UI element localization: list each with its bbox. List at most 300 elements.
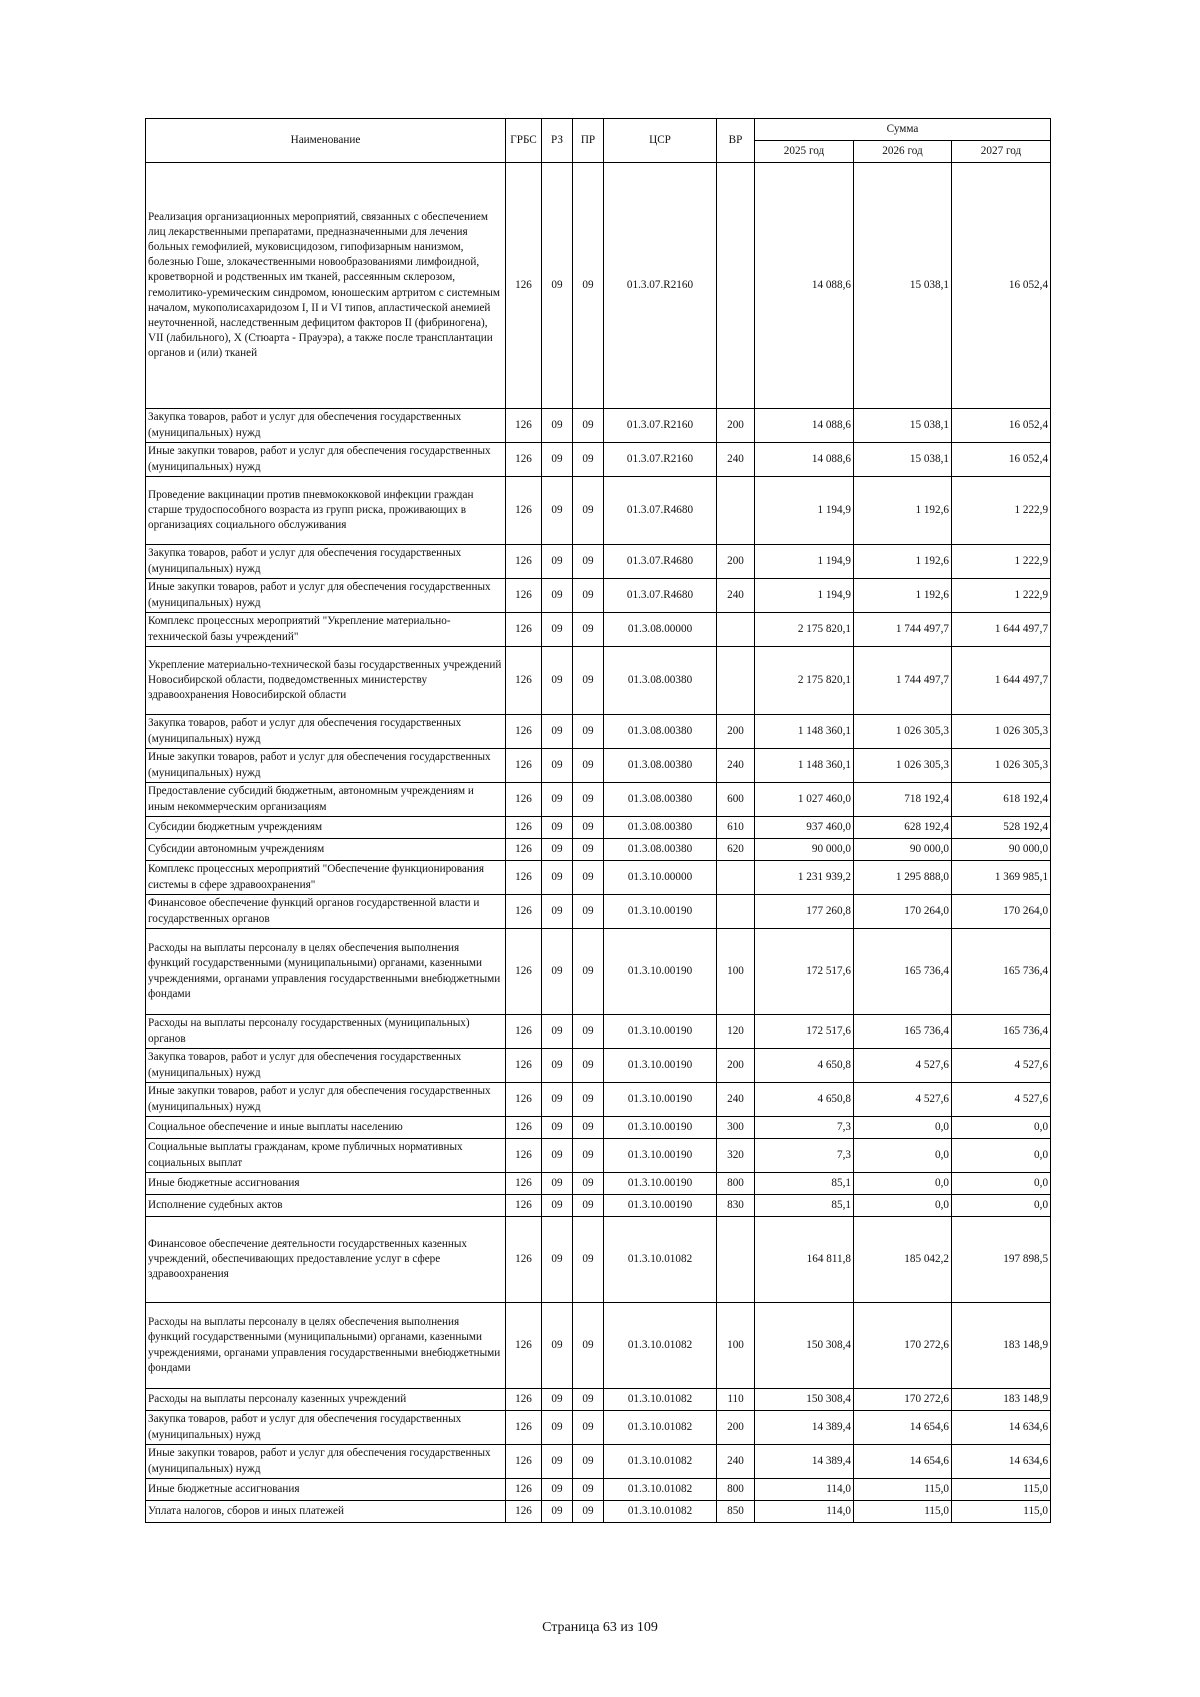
row-vr: 800 bbox=[717, 1479, 755, 1501]
row-amount-2025: 1 194,9 bbox=[755, 477, 854, 545]
row-grbs: 126 bbox=[506, 1501, 542, 1523]
row-amount-2027: 1 222,9 bbox=[952, 477, 1051, 545]
row-rz: 09 bbox=[542, 817, 573, 839]
row-vr: 120 bbox=[717, 1015, 755, 1049]
row-vr: 100 bbox=[717, 1303, 755, 1389]
row-amount-2026: 14 654,6 bbox=[854, 1445, 952, 1479]
row-amount-2026: 90 000,0 bbox=[854, 839, 952, 861]
table-row bbox=[146, 1479, 1051, 1501]
row-pr: 09 bbox=[573, 1389, 604, 1411]
row-grbs: 126 bbox=[506, 1389, 542, 1411]
row-pr: 09 bbox=[573, 1117, 604, 1139]
row-grbs: 126 bbox=[506, 783, 542, 817]
row-amount-2026: 165 736,4 bbox=[854, 1015, 952, 1049]
row-amount-2027: 16 052,4 bbox=[952, 163, 1051, 409]
header-csr: ЦСР bbox=[604, 119, 717, 163]
row-vr: 240 bbox=[717, 579, 755, 613]
table-row bbox=[146, 1173, 1051, 1195]
row-csr: 01.3.10.01082 bbox=[604, 1501, 717, 1523]
row-name: Закупка товаров, работ и услуг для обеспечения государственных (муниципальных) нужд bbox=[146, 409, 506, 443]
row-csr: 01.3.10.01082 bbox=[604, 1303, 717, 1389]
row-amount-2025: 177 260,8 bbox=[755, 895, 854, 929]
page-number: Страница 63 из 109 bbox=[542, 1620, 658, 1635]
row-vr: 200 bbox=[717, 545, 755, 579]
table-row bbox=[146, 477, 1051, 545]
row-csr: 01.3.10.01082 bbox=[604, 1411, 717, 1445]
row-vr: 620 bbox=[717, 839, 755, 861]
row-amount-2025: 85,1 bbox=[755, 1195, 854, 1217]
row-grbs: 126 bbox=[506, 1303, 542, 1389]
row-grbs: 126 bbox=[506, 715, 542, 749]
row-pr: 09 bbox=[573, 1303, 604, 1389]
row-csr: 01.3.08.00380 bbox=[604, 783, 717, 817]
row-name: Иные закупки товаров, работ и услуг для обеспечения государственных (муниципальных) нужд bbox=[146, 1445, 506, 1479]
row-amount-2026: 1 192,6 bbox=[854, 579, 952, 613]
row-name: Субсидии бюджетным учреждениям bbox=[146, 817, 506, 839]
row-grbs: 126 bbox=[506, 545, 542, 579]
row-csr: 01.3.10.00190 bbox=[604, 1173, 717, 1195]
row-csr: 01.3.10.01082 bbox=[604, 1479, 717, 1501]
row-rz: 09 bbox=[542, 1049, 573, 1083]
row-pr: 09 bbox=[573, 1173, 604, 1195]
row-name: Иные бюджетные ассигнования bbox=[146, 1479, 506, 1501]
row-vr: 610 bbox=[717, 817, 755, 839]
row-name: Расходы на выплаты персоналу в целях обеспечения выполнения функций государственными (муниципальными) органами, казенными учреждениями, органами управления государственными внебюджетными фондами bbox=[146, 929, 506, 1015]
row-amount-2025: 14 389,4 bbox=[755, 1411, 854, 1445]
row-amount-2026: 1 744 497,7 bbox=[854, 647, 952, 715]
row-vr: 200 bbox=[717, 1411, 755, 1445]
row-name: Расходы на выплаты персоналу в целях обеспечения выполнения функций государственными (муниципальными) органами, казенными учреждениями, органами управления государственными внебюджетными фондами bbox=[146, 1303, 506, 1389]
row-rz: 09 bbox=[542, 613, 573, 647]
table-row bbox=[146, 895, 1051, 929]
row-pr: 09 bbox=[573, 715, 604, 749]
row-pr: 09 bbox=[573, 895, 604, 929]
row-name: Комплекс процессных мероприятий "Обеспечение функционирования системы в сфере здравоохранения" bbox=[146, 861, 506, 895]
row-amount-2025: 937 460,0 bbox=[755, 817, 854, 839]
row-amount-2026: 115,0 bbox=[854, 1501, 952, 1523]
row-grbs: 126 bbox=[506, 1117, 542, 1139]
row-pr: 09 bbox=[573, 783, 604, 817]
row-vr bbox=[717, 477, 755, 545]
row-rz: 09 bbox=[542, 929, 573, 1015]
row-rz: 09 bbox=[542, 749, 573, 783]
row-rz: 09 bbox=[542, 477, 573, 545]
row-csr: 01.3.10.00190 bbox=[604, 1195, 717, 1217]
row-pr: 09 bbox=[573, 1049, 604, 1083]
row-name: Иные закупки товаров, работ и услуг для обеспечения государственных (муниципальных) нужд bbox=[146, 579, 506, 613]
budget-table bbox=[145, 118, 1051, 1523]
row-amount-2025: 150 308,4 bbox=[755, 1389, 854, 1411]
row-amount-2027: 1 222,9 bbox=[952, 545, 1051, 579]
row-name: Реализация организационных мероприятий, связанных с обеспечением лиц лекарственными препаратами, предназначенными для лечения больных гемофилией, муковисцидозом, гипофизарным нанизмом, болезнью Гоше, злокачественными новообразованиями лимфоидной, кроветворной и родственных им тканей, рассеянным склерозом, гемолитико-уремическим синдромом, юношеским артритом с системным началом, мукополисахаридозом I, II и VI типов, апластической анемией неуточненной, наследственным дефицитом факторов II (фибриногена), VII (лабильного), X (Стюарта - Прауэра), а также после трансплантации органов и (или) тканей bbox=[146, 163, 506, 409]
row-name: Иные закупки товаров, работ и услуг для обеспечения государственных (муниципальных) нужд bbox=[146, 443, 506, 477]
row-amount-2026: 15 038,1 bbox=[854, 443, 952, 477]
header-year-2027: 2027 год bbox=[952, 141, 1051, 163]
row-amount-2027: 1 026 305,3 bbox=[952, 715, 1051, 749]
header-vr: ВР bbox=[717, 119, 755, 163]
row-amount-2027: 197 898,5 bbox=[952, 1217, 1051, 1303]
row-csr: 01.3.10.00190 bbox=[604, 1139, 717, 1173]
row-vr: 200 bbox=[717, 715, 755, 749]
row-vr: 110 bbox=[717, 1389, 755, 1411]
row-grbs: 126 bbox=[506, 1445, 542, 1479]
row-grbs: 126 bbox=[506, 929, 542, 1015]
row-csr: 01.3.08.00000 bbox=[604, 613, 717, 647]
row-grbs: 126 bbox=[506, 1411, 542, 1445]
row-rz: 09 bbox=[542, 839, 573, 861]
table-row bbox=[146, 579, 1051, 613]
row-rz: 09 bbox=[542, 1445, 573, 1479]
row-amount-2025: 90 000,0 bbox=[755, 839, 854, 861]
row-amount-2025: 14 088,6 bbox=[755, 443, 854, 477]
row-rz: 09 bbox=[542, 1195, 573, 1217]
row-amount-2027: 0,0 bbox=[952, 1117, 1051, 1139]
row-grbs: 126 bbox=[506, 443, 542, 477]
row-name: Социальные выплаты гражданам, кроме публичных нормативных социальных выплат bbox=[146, 1139, 506, 1173]
row-csr: 01.3.10.00190 bbox=[604, 1015, 717, 1049]
row-amount-2026: 1 295 888,0 bbox=[854, 861, 952, 895]
row-amount-2027: 0,0 bbox=[952, 1173, 1051, 1195]
row-amount-2025: 114,0 bbox=[755, 1501, 854, 1523]
row-amount-2026: 15 038,1 bbox=[854, 409, 952, 443]
row-grbs: 126 bbox=[506, 861, 542, 895]
row-pr: 09 bbox=[573, 647, 604, 715]
row-grbs: 126 bbox=[506, 1139, 542, 1173]
row-pr: 09 bbox=[573, 1479, 604, 1501]
row-grbs: 126 bbox=[506, 613, 542, 647]
row-csr: 01.3.10.01082 bbox=[604, 1389, 717, 1411]
row-csr: 01.3.07.R2160 bbox=[604, 409, 717, 443]
table-row bbox=[146, 1501, 1051, 1523]
row-vr: 830 bbox=[717, 1195, 755, 1217]
row-amount-2025: 1 148 360,1 bbox=[755, 715, 854, 749]
row-pr: 09 bbox=[573, 749, 604, 783]
row-grbs: 126 bbox=[506, 1195, 542, 1217]
row-rz: 09 bbox=[542, 1389, 573, 1411]
row-amount-2026: 15 038,1 bbox=[854, 163, 952, 409]
row-amount-2026: 185 042,2 bbox=[854, 1217, 952, 1303]
row-pr: 09 bbox=[573, 613, 604, 647]
row-amount-2027: 1 644 497,7 bbox=[952, 647, 1051, 715]
row-name: Закупка товаров, работ и услуг для обеспечения государственных (муниципальных) нужд bbox=[146, 1049, 506, 1083]
row-csr: 01.3.10.00190 bbox=[604, 895, 717, 929]
table-row bbox=[146, 839, 1051, 861]
row-amount-2027: 14 634,6 bbox=[952, 1445, 1051, 1479]
row-csr: 01.3.08.00380 bbox=[604, 749, 717, 783]
row-amount-2025: 1 231 939,2 bbox=[755, 861, 854, 895]
table-body bbox=[146, 163, 1051, 1523]
row-amount-2027: 0,0 bbox=[952, 1139, 1051, 1173]
row-name: Иные закупки товаров, работ и услуг для обеспечения государственных (муниципальных) нужд bbox=[146, 749, 506, 783]
row-pr: 09 bbox=[573, 1501, 604, 1523]
row-grbs: 126 bbox=[506, 895, 542, 929]
row-pr: 09 bbox=[573, 1083, 604, 1117]
header-year-2025: 2025 год bbox=[755, 141, 854, 163]
table-row bbox=[146, 929, 1051, 1015]
row-amount-2026: 0,0 bbox=[854, 1139, 952, 1173]
row-rz: 09 bbox=[542, 409, 573, 443]
row-name: Уплата налогов, сборов и иных платежей bbox=[146, 1501, 506, 1523]
row-vr: 600 bbox=[717, 783, 755, 817]
row-name: Закупка товаров, работ и услуг для обеспечения государственных (муниципальных) нужд bbox=[146, 545, 506, 579]
table-row bbox=[146, 1139, 1051, 1173]
row-name: Укрепление материально-технической базы государственных учреждений Новосибирской области, подведомственных министерству здравоохранения Новосибирской области bbox=[146, 647, 506, 715]
table-row bbox=[146, 1015, 1051, 1049]
table-row bbox=[146, 783, 1051, 817]
row-rz: 09 bbox=[542, 1083, 573, 1117]
row-rz: 09 bbox=[542, 163, 573, 409]
table-row bbox=[146, 613, 1051, 647]
row-amount-2026: 115,0 bbox=[854, 1479, 952, 1501]
row-rz: 09 bbox=[542, 1501, 573, 1523]
row-name: Комплекс процессных мероприятий "Укрепление материально-технической базы учреждений" bbox=[146, 613, 506, 647]
row-name: Субсидии автономным учреждениям bbox=[146, 839, 506, 861]
row-grbs: 126 bbox=[506, 1083, 542, 1117]
row-grbs: 126 bbox=[506, 477, 542, 545]
table-row bbox=[146, 1389, 1051, 1411]
row-name: Финансовое обеспечение функций органов государственной власти и государственных органов bbox=[146, 895, 506, 929]
row-name: Расходы на выплаты персоналу казенных учреждений bbox=[146, 1389, 506, 1411]
row-pr: 09 bbox=[573, 929, 604, 1015]
row-vr bbox=[717, 647, 755, 715]
row-amount-2027: 1 222,9 bbox=[952, 579, 1051, 613]
row-pr: 09 bbox=[573, 1195, 604, 1217]
row-csr: 01.3.08.00380 bbox=[604, 817, 717, 839]
row-amount-2027: 183 148,9 bbox=[952, 1389, 1051, 1411]
row-grbs: 126 bbox=[506, 647, 542, 715]
row-amount-2026: 0,0 bbox=[854, 1195, 952, 1217]
row-rz: 09 bbox=[542, 1117, 573, 1139]
row-csr: 01.3.07.R4680 bbox=[604, 477, 717, 545]
row-rz: 09 bbox=[542, 579, 573, 613]
row-csr: 01.3.10.00000 bbox=[604, 861, 717, 895]
header-grbs: ГРБС bbox=[506, 119, 542, 163]
row-amount-2027: 115,0 bbox=[952, 1501, 1051, 1523]
row-rz: 09 bbox=[542, 1173, 573, 1195]
row-amount-2025: 150 308,4 bbox=[755, 1303, 854, 1389]
row-amount-2026: 170 272,6 bbox=[854, 1389, 952, 1411]
row-amount-2025: 1 148 360,1 bbox=[755, 749, 854, 783]
row-rz: 09 bbox=[542, 1303, 573, 1389]
row-pr: 09 bbox=[573, 1411, 604, 1445]
row-pr: 09 bbox=[573, 1217, 604, 1303]
row-grbs: 126 bbox=[506, 163, 542, 409]
row-csr: 01.3.08.00380 bbox=[604, 647, 717, 715]
row-amount-2026: 1 192,6 bbox=[854, 477, 952, 545]
table-row bbox=[146, 1049, 1051, 1083]
row-amount-2027: 0,0 bbox=[952, 1195, 1051, 1217]
row-amount-2027: 165 736,4 bbox=[952, 1015, 1051, 1049]
row-amount-2025: 4 650,8 bbox=[755, 1083, 854, 1117]
row-amount-2026: 628 192,4 bbox=[854, 817, 952, 839]
table-row bbox=[146, 817, 1051, 839]
row-vr: 240 bbox=[717, 1445, 755, 1479]
row-amount-2027: 16 052,4 bbox=[952, 443, 1051, 477]
row-amount-2026: 0,0 bbox=[854, 1117, 952, 1139]
row-amount-2025: 14 088,6 bbox=[755, 163, 854, 409]
header-rz: РЗ bbox=[542, 119, 573, 163]
row-amount-2026: 1 026 305,3 bbox=[854, 715, 952, 749]
row-amount-2026: 4 527,6 bbox=[854, 1083, 952, 1117]
row-amount-2026: 14 654,6 bbox=[854, 1411, 952, 1445]
row-name: Финансовое обеспечение деятельности государственных казенных учреждений, обеспечивающих предоставление услуг в сфере здравоохранения bbox=[146, 1217, 506, 1303]
row-name: Предоставление субсидий бюджетным, автономным учреждениям и иным некоммерческим организациям bbox=[146, 783, 506, 817]
row-amount-2026: 718 192,4 bbox=[854, 783, 952, 817]
header-sum: Сумма bbox=[755, 119, 1051, 141]
row-amount-2026: 170 272,6 bbox=[854, 1303, 952, 1389]
row-amount-2027: 1 369 985,1 bbox=[952, 861, 1051, 895]
row-csr: 01.3.10.00190 bbox=[604, 1049, 717, 1083]
row-amount-2027: 4 527,6 bbox=[952, 1083, 1051, 1117]
row-vr: 240 bbox=[717, 1083, 755, 1117]
row-name: Социальное обеспечение и иные выплаты населению bbox=[146, 1117, 506, 1139]
row-amount-2025: 1 194,9 bbox=[755, 545, 854, 579]
row-amount-2027: 90 000,0 bbox=[952, 839, 1051, 861]
row-pr: 09 bbox=[573, 409, 604, 443]
row-grbs: 126 bbox=[506, 839, 542, 861]
row-grbs: 126 bbox=[506, 749, 542, 783]
row-grbs: 126 bbox=[506, 1049, 542, 1083]
row-name: Исполнение судебных актов bbox=[146, 1195, 506, 1217]
row-grbs: 126 bbox=[506, 409, 542, 443]
row-amount-2025: 7,3 bbox=[755, 1139, 854, 1173]
table-row bbox=[146, 1411, 1051, 1445]
row-rz: 09 bbox=[542, 715, 573, 749]
row-csr: 01.3.10.01082 bbox=[604, 1445, 717, 1479]
row-amount-2025: 172 517,6 bbox=[755, 1015, 854, 1049]
row-pr: 09 bbox=[573, 443, 604, 477]
row-pr: 09 bbox=[573, 545, 604, 579]
row-rz: 09 bbox=[542, 861, 573, 895]
table-row bbox=[146, 443, 1051, 477]
row-amount-2026: 165 736,4 bbox=[854, 929, 952, 1015]
row-amount-2027: 170 264,0 bbox=[952, 895, 1051, 929]
row-csr: 01.3.10.00190 bbox=[604, 929, 717, 1015]
row-vr: 300 bbox=[717, 1117, 755, 1139]
row-amount-2027: 115,0 bbox=[952, 1479, 1051, 1501]
row-name: Расходы на выплаты персоналу государственных (муниципальных) органов bbox=[146, 1015, 506, 1049]
row-pr: 09 bbox=[573, 477, 604, 545]
row-amount-2025: 85,1 bbox=[755, 1173, 854, 1195]
row-amount-2027: 618 192,4 bbox=[952, 783, 1051, 817]
table-row bbox=[146, 1195, 1051, 1217]
row-amount-2026: 4 527,6 bbox=[854, 1049, 952, 1083]
row-name: Проведение вакцинации против пневмококковой инфекции граждан старше трудоспособного возраста из групп риска, проживающих в организациях социального обслуживания bbox=[146, 477, 506, 545]
row-pr: 09 bbox=[573, 1015, 604, 1049]
row-vr: 200 bbox=[717, 1049, 755, 1083]
row-amount-2025: 1 027 460,0 bbox=[755, 783, 854, 817]
row-grbs: 126 bbox=[506, 1173, 542, 1195]
table-row bbox=[146, 861, 1051, 895]
row-amount-2026: 1 744 497,7 bbox=[854, 613, 952, 647]
row-vr: 240 bbox=[717, 443, 755, 477]
row-amount-2026: 170 264,0 bbox=[854, 895, 952, 929]
row-amount-2027: 1 026 305,3 bbox=[952, 749, 1051, 783]
header-pr: ПР bbox=[573, 119, 604, 163]
row-amount-2027: 1 644 497,7 bbox=[952, 613, 1051, 647]
row-csr: 01.3.07.R2160 bbox=[604, 163, 717, 409]
row-vr: 240 bbox=[717, 749, 755, 783]
table-row bbox=[146, 409, 1051, 443]
table-row bbox=[146, 1303, 1051, 1389]
row-amount-2025: 2 175 820,1 bbox=[755, 647, 854, 715]
row-rz: 09 bbox=[542, 1139, 573, 1173]
row-name: Закупка товаров, работ и услуг для обеспечения государственных (муниципальных) нужд bbox=[146, 715, 506, 749]
row-amount-2027: 4 527,6 bbox=[952, 1049, 1051, 1083]
row-amount-2025: 172 517,6 bbox=[755, 929, 854, 1015]
row-pr: 09 bbox=[573, 163, 604, 409]
row-pr: 09 bbox=[573, 861, 604, 895]
row-pr: 09 bbox=[573, 817, 604, 839]
row-vr: 850 bbox=[717, 1501, 755, 1523]
row-name: Иные закупки товаров, работ и услуг для обеспечения государственных (муниципальных) нужд bbox=[146, 1083, 506, 1117]
row-rz: 09 bbox=[542, 783, 573, 817]
row-amount-2026: 0,0 bbox=[854, 1173, 952, 1195]
row-pr: 09 bbox=[573, 1445, 604, 1479]
row-rz: 09 bbox=[542, 545, 573, 579]
row-csr: 01.3.10.00190 bbox=[604, 1117, 717, 1139]
row-vr bbox=[717, 613, 755, 647]
row-vr bbox=[717, 895, 755, 929]
row-pr: 09 bbox=[573, 579, 604, 613]
row-amount-2027: 528 192,4 bbox=[952, 817, 1051, 839]
row-csr: 01.3.10.01082 bbox=[604, 1217, 717, 1303]
row-amount-2025: 4 650,8 bbox=[755, 1049, 854, 1083]
row-vr: 800 bbox=[717, 1173, 755, 1195]
row-grbs: 126 bbox=[506, 1217, 542, 1303]
row-rz: 09 bbox=[542, 647, 573, 715]
row-amount-2027: 183 148,9 bbox=[952, 1303, 1051, 1389]
table-row bbox=[146, 749, 1051, 783]
row-amount-2025: 2 175 820,1 bbox=[755, 613, 854, 647]
row-csr: 01.3.10.00190 bbox=[604, 1083, 717, 1117]
row-csr: 01.3.07.R4680 bbox=[604, 545, 717, 579]
header-year-2026: 2026 год bbox=[854, 141, 952, 163]
row-csr: 01.3.07.R4680 bbox=[604, 579, 717, 613]
row-grbs: 126 bbox=[506, 817, 542, 839]
table-row bbox=[146, 1117, 1051, 1139]
row-amount-2026: 1 192,6 bbox=[854, 545, 952, 579]
row-vr bbox=[717, 163, 755, 409]
table-row bbox=[146, 545, 1051, 579]
row-rz: 09 bbox=[542, 443, 573, 477]
row-amount-2027: 165 736,4 bbox=[952, 929, 1051, 1015]
row-name: Иные бюджетные ассигнования bbox=[146, 1173, 506, 1195]
row-csr: 01.3.08.00380 bbox=[604, 715, 717, 749]
row-vr bbox=[717, 861, 755, 895]
header-name: Наименование bbox=[146, 119, 506, 163]
row-grbs: 126 bbox=[506, 1015, 542, 1049]
table-row bbox=[146, 1083, 1051, 1117]
table-row bbox=[146, 647, 1051, 715]
row-amount-2025: 7,3 bbox=[755, 1117, 854, 1139]
table-row bbox=[146, 1217, 1051, 1303]
row-rz: 09 bbox=[542, 1479, 573, 1501]
row-rz: 09 bbox=[542, 1411, 573, 1445]
row-vr bbox=[717, 1217, 755, 1303]
row-rz: 09 bbox=[542, 1015, 573, 1049]
row-rz: 09 bbox=[542, 895, 573, 929]
row-csr: 01.3.07.R2160 bbox=[604, 443, 717, 477]
row-vr: 200 bbox=[717, 409, 755, 443]
row-amount-2025: 14 389,4 bbox=[755, 1445, 854, 1479]
row-vr: 100 bbox=[717, 929, 755, 1015]
row-amount-2027: 16 052,4 bbox=[952, 409, 1051, 443]
table-row bbox=[146, 1445, 1051, 1479]
row-amount-2025: 14 088,6 bbox=[755, 409, 854, 443]
row-pr: 09 bbox=[573, 839, 604, 861]
row-grbs: 126 bbox=[506, 1479, 542, 1501]
